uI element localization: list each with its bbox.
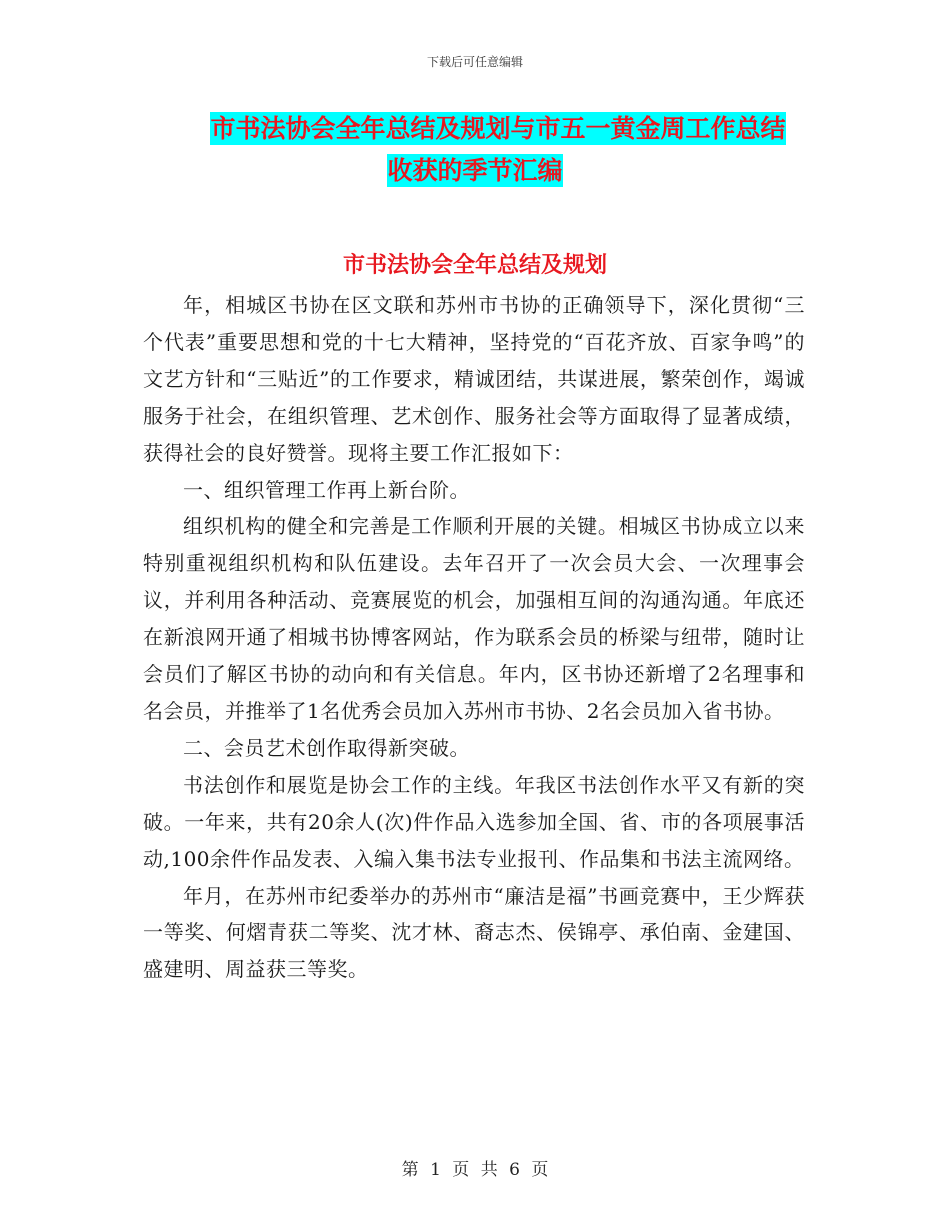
document-title-line-1 <box>0 112 950 145</box>
heading-organization: 一、组织管理工作再上新台阶。 <box>183 477 470 502</box>
document-title-text-1: 市书法协会全年总结及规划与市五一黄金周工作总结 <box>210 114 786 143</box>
document-title-text-2: 收获的季节汇编 <box>387 156 563 185</box>
paragraph-organization: 组织机构的健全和完善是工作顺利开展的关键。相城区书协成立以来特别重视组织机构和队伍建设。去年召开了一次会员大会、一次理事会议，并利用各种活动、竞赛展览的机会，加强相互间的沟通沟通。年底还在新浪网开通了相城书协博客网站，作为联系会员的桥梁与纽带，随时让会员们了解区书协的动向和有关信息。年内，区书协还新增了2名理事和名会员，并推举了1名优秀会员加入苏州市书协、2名会员加入省书协。 <box>143 514 805 723</box>
paragraph-awards: 年月，在苏州市纪委举办的苏州市“廉洁是福”书画竞赛中，王少辉获一等奖、何熠青获二等奖、沈才林、裔志杰、侯锦亭、承伯南、金建国、盛建明、周益获三等奖。 <box>143 883 805 982</box>
paragraph-creation: 书法创作和展览是协会工作的主线。年我区书法创作水平又有新的突破。一年来，共有20余人(次)件作品入选参加全国、省、市的各项展事活动,100余件作品发表、入编入集书法专业报刊、作品集和书法主流网络。 <box>143 772 805 871</box>
document-body <box>143 287 805 988</box>
page-number: 第 1 页 共 6 页 <box>401 1160 549 1180</box>
document-title-line-2 <box>0 154 950 187</box>
header-note: 下载后可任意编辑 <box>426 55 523 69</box>
section-title: 市书法协会全年总结及规划 <box>342 253 607 278</box>
heading-creation: 二、会员艺术创作取得新突破。 <box>183 735 470 760</box>
paragraph-intro: 年，相城区书协在区文联和苏州市书协的正确领导下，深化贯彻“三个代表”重要思想和党的十七大精神，坚持党的“百花齐放、百家争鸣”的文艺方针和“三贴近”的工作要求，精诚团结，共谋进展，繁荣创作，竭诚服务于社会，在组织管理、艺术创作、服务社会等方面取得了显著成绩，获得社会的良好赞誉。现将主要工作汇报如下： <box>143 293 805 465</box>
